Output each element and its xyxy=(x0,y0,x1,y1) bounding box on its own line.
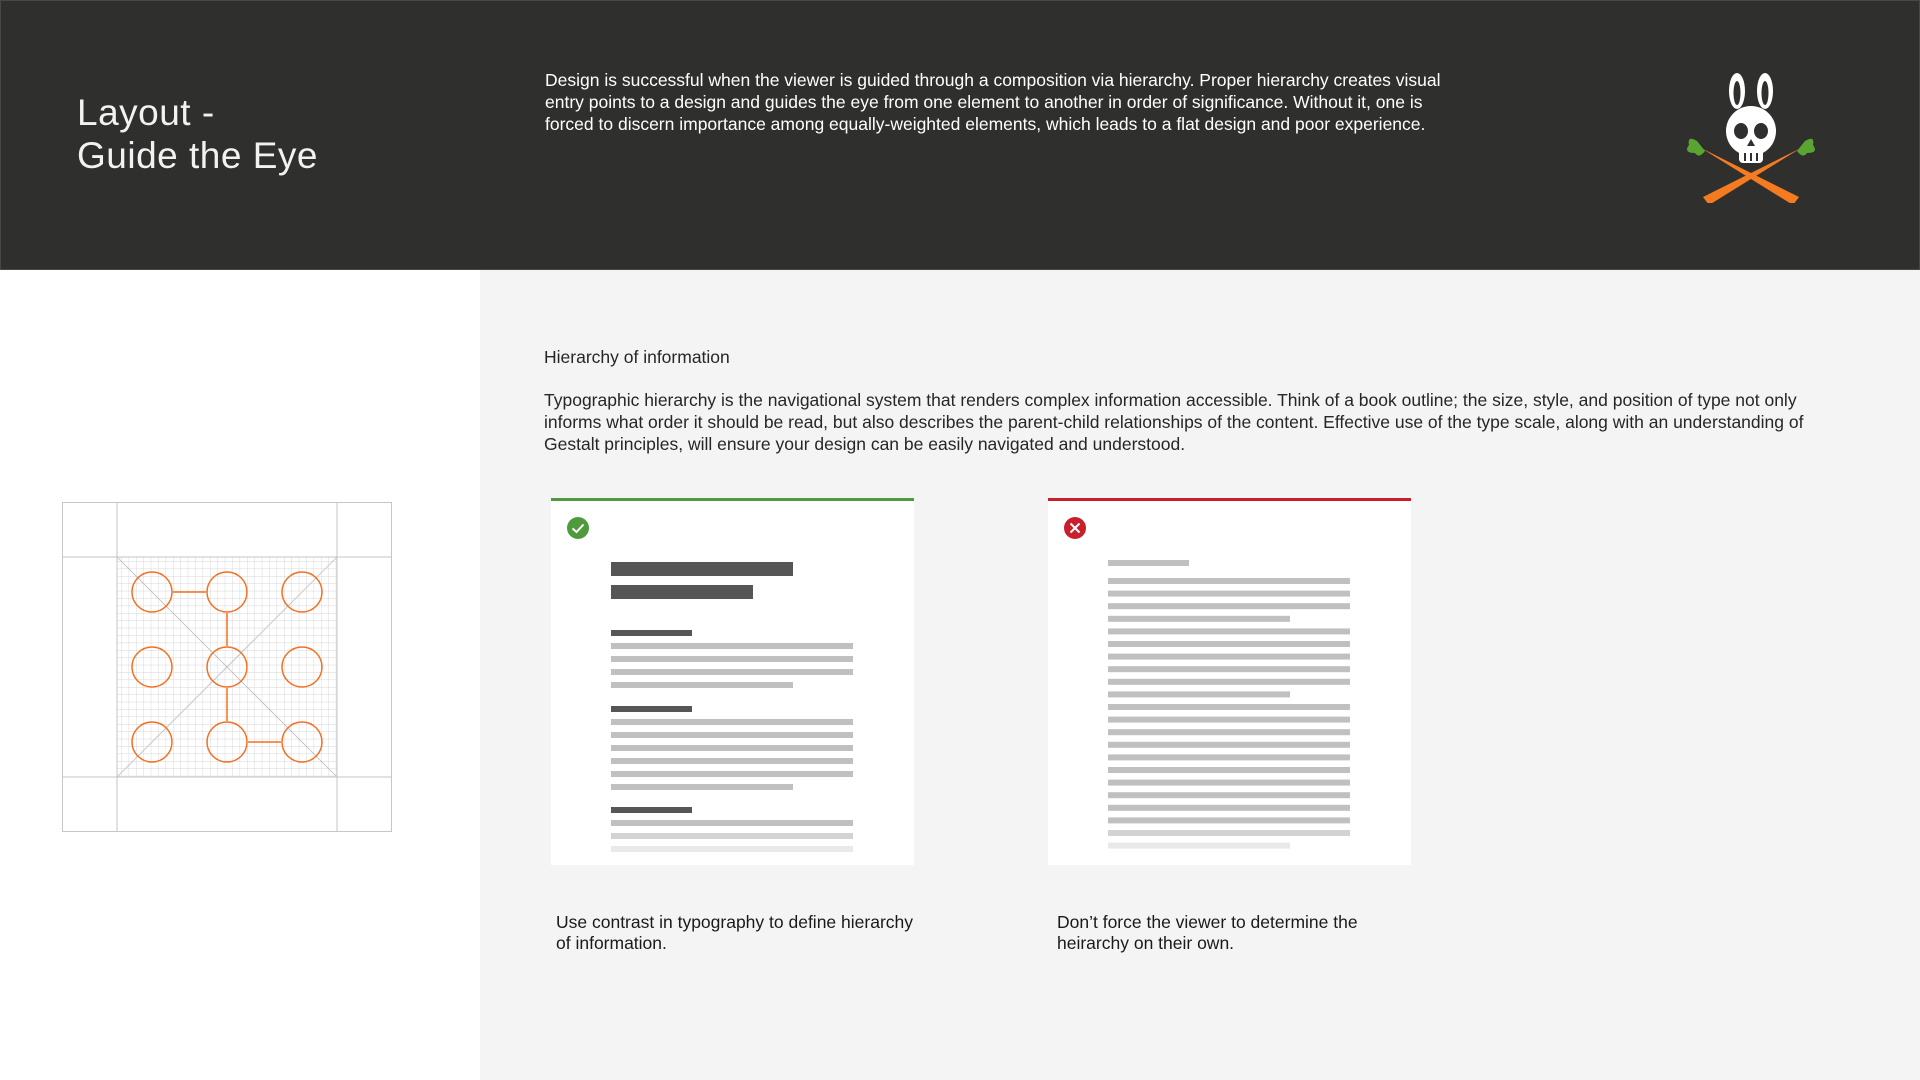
text-line-placeholder xyxy=(1108,603,1350,609)
text-line-placeholder xyxy=(1108,742,1350,748)
text-line-placeholder xyxy=(1108,729,1350,735)
header-description: Design is successful when the viewer is guided through a composition via hierarchy. Proper hierarchy creates visual entry points to a design and guides the eye from one element to another in order of significance. Without it, one is forced to discern importance among equally-weighted elements, which leads to a flat design and poor experience. xyxy=(545,70,1441,134)
text-line-placeholder xyxy=(1108,843,1290,849)
page-title-line-2: Guide the Eye xyxy=(77,135,318,176)
text-line-placeholder xyxy=(1108,805,1350,811)
check-circle-icon xyxy=(567,517,589,539)
grid-layout-illustration xyxy=(62,502,392,832)
header-banner xyxy=(0,0,1920,270)
text-line-placeholder xyxy=(1108,578,1350,584)
text-line-placeholder xyxy=(1108,591,1350,597)
dont-caption: Don’t force the viewer to determine the heirarchy on their own. xyxy=(1057,912,1358,953)
text-line-placeholder xyxy=(1108,616,1290,622)
text-line-placeholder xyxy=(1108,704,1350,710)
text-line-placeholder xyxy=(1108,628,1350,634)
text-line-placeholder xyxy=(1108,792,1350,798)
do-example-card xyxy=(551,498,914,865)
text-line-placeholder xyxy=(1108,666,1350,672)
do-caption: Use contrast in typography to define hierarchy of information. xyxy=(556,912,913,953)
skull-icon xyxy=(1726,106,1776,163)
text-line-placeholder xyxy=(1108,679,1350,685)
text-line-placeholder xyxy=(1108,780,1350,786)
section-body: Typographic hierarchy is the navigational system that renders complex information accessible. Think of a book outline; the size, style, and position of type not only informs what order it should be read, but also describes the parent-child relationships of the content. Effective use of the type scale, along with an understanding of Gestalt principles, will ensure your design can be easily navigated and understood. xyxy=(544,390,1804,454)
section-title: Hierarchy of information xyxy=(544,347,730,367)
text-line-placeholder xyxy=(1108,717,1350,723)
page-title-line-1: Layout - xyxy=(77,92,215,133)
text-line-placeholder xyxy=(1108,754,1350,760)
text-line-placeholder xyxy=(1108,817,1350,823)
flat-hierarchy-mockup xyxy=(1048,501,1411,862)
bunny-ears-icon xyxy=(1729,73,1773,109)
text-line-placeholder xyxy=(1108,830,1350,836)
good-hierarchy-mockup xyxy=(551,501,914,862)
text-line-placeholder xyxy=(1108,691,1290,697)
x-circle-icon xyxy=(1064,517,1086,539)
dont-example-card xyxy=(1048,498,1411,865)
page-title xyxy=(77,91,318,177)
text-line-placeholder xyxy=(1108,767,1350,773)
bunny-skull-carrots-logo xyxy=(1681,73,1821,203)
text-line-placeholder xyxy=(1108,641,1350,647)
text-line-placeholder xyxy=(1108,654,1350,660)
